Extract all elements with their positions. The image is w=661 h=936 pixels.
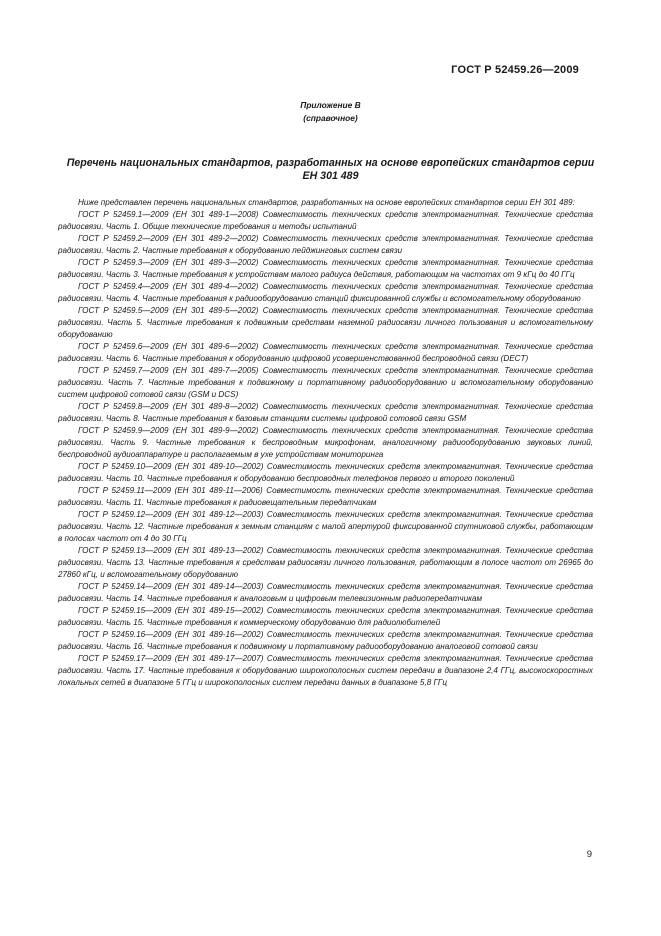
standard-entry: ГОСТ Р 52459.17—2009 (ЕН 301 489-17—2007) Совместимость технических средств электромагнитная. Технические средства радиосвязи. Часть 17. Частные требования к оборудованию широкополосных систем передачи в диапазоне 2,4 ГГц, высокоскоростных локальных сетей в диапазоне 5 ГГц и широкополосных систем передачи данных в диапазоне 5,8 ГГц <box>58 654 593 687</box>
standard-entry: ГОСТ Р 52459.14—2009 (ЕН 301 489-14—2003) Совместимость технических средств электромагнитная. Технические средства радиосвязи. Часть 14. Частные требования к аналоговым и цифровым телевизионным радиопередатчикам <box>58 582 593 603</box>
standard-entry: ГОСТ Р 52459.3—2009 (ЕН 301 489-3—2002) Совместимость технических средств электромагнитная. Технические средства радиосвязи. Часть 3. Частные требования к устройствам малого радиуса действия, работающим на частотах от 9 кГц до 40 ГГц <box>58 258 593 279</box>
standard-entry: ГОСТ Р 52459.13—2009 (ЕН 301 489-13—2002) Совместимость технических средств электромагнитная. Технические средства радиосвязи. Часть 13. Частные требования к средствам радиосвязи личного пользования, работающим в полосе частот от 26965 до 27860 кГц, и вспомогательному оборудованию <box>58 546 593 579</box>
standard-entry: ГОСТ Р 52459.5—2009 (ЕН 301 489-5—2002) Совместимость технических средств электромагнитная. Технические средства радиосвязи. Часть 5. Частные требования к подвижным средствам наземной радиосвязи личного пользования и вспомогательному оборудованию <box>58 306 593 339</box>
annex-type: (справочное) <box>303 113 358 123</box>
standard-entry: ГОСТ Р 52459.16—2009 (ЕН 301 489-16—2002) Совместимость технических средств электромагнитная. Технические средства радиосвязи. Часть 16. Частные требования к подвижному и портативному радиооборудованию аналоговой сотовой связи <box>58 630 593 651</box>
standard-entry: ГОСТ Р 52459.7—2009 (ЕН 301 489-7—2005) Совместимость технических средств электромагнитная. Технические средства радиосвязи. Часть 7. Частные требования к подвижному и портативному радиооборудованию и вспомогательному оборудованию систем цифровой сотовой связи (GSM и DCS) <box>58 366 593 399</box>
standard-entry: ГОСТ Р 52459.11—2009 (ЕН 301 489-11—2006) Совместимость технических средств электромагнитная. Технические средства радиосвязи. Часть 11. Частные требования к радиовещательным передатчикам <box>58 486 593 507</box>
page-number: 9 <box>586 849 592 860</box>
standard-entry: ГОСТ Р 52459.1—2009 (ЕН 301 489-1—2008) Совместимость технических средств электромагнитная. Технические средства радиосвязи. Часть 1. Общие технические требования и методы испытаний <box>58 210 593 231</box>
standard-entry: ГОСТ Р 52459.8—2009 (ЕН 301 489-8—2002) Совместимость технических средств электромагнитная. Технические средства радиосвязи. Часть 8. Частные требования к базовым станциям системы цифровой сотовой связи GSM <box>58 402 593 423</box>
standard-entry: ГОСТ Р 52459.10—2009 (ЕН 301 489-10—2002) Совместимость технических средств электромагнитная. Технические средства радиосвязи. Часть 10. Частные требования к оборудованию беспроводных телефонов первого и второго поколений <box>58 462 593 483</box>
standards-list <box>58 197 593 689</box>
standard-entry: ГОСТ Р 52459.15—2009 (ЕН 301 489-15—2002) Совместимость технических средств электромагнитная. Технические средства радиосвязи. Часть 15. Частные требования к коммерческому оборудованию для радиолюбителей <box>58 606 593 627</box>
section-title: Перечень национальных стандартов, разработанных на основе европейских стандартов серии ЕН 301 489 <box>66 157 595 182</box>
document-code-header: ГОСТ Р 52459.26—2009 <box>451 64 579 76</box>
intro-paragraph: Ниже представлен перечень национальных стандартов, разработанных на основе европейских стандартов серии ЕН 301 489: <box>78 198 575 207</box>
standard-entry: ГОСТ Р 52459.2—2009 (ЕН 301 489-2—2002) Совместимость технических средств электромагнитная. Технические средства радиосвязи. Часть 2. Частные требования к оборудованию пейджинговых систем связи <box>58 234 593 255</box>
standard-entry: ГОСТ Р 52459.9—2009 (ЕН 301 489-9—2002) Совместимость технических средств электромагнитная. Технические средства радиосвязи. Часть 9. Частные требования к беспроводным микрофонам, аналогичному радиооборудованию звуковых линий, беспроводной аудиоаппаратуре и располагаемым в ухе устройствам мониторинга <box>58 426 593 459</box>
annex-title: Приложение В <box>300 100 361 110</box>
standard-entry: ГОСТ Р 52459.6—2009 (ЕН 301 489-6—2002) Совместимость технических средств электромагнитная. Технические средства радиосвязи. Часть 6. Частные требования к оборудованию цифровой усовершенствованной беспроводной связи (DECT) <box>58 342 593 363</box>
standard-entry: ГОСТ Р 52459.4—2009 (ЕН 301 489-4—2002) Совместимость технических средств электромагнитная. Технические средства радиосвязи. Часть 4. Частные требования к радиооборудованию станций фиксированной службы и вспомогательному оборудованию <box>58 282 593 303</box>
standard-entry: ГОСТ Р 52459.12—2009 (ЕН 301 489-12—2003) Совместимость технических средств электромагнитная. Технические средства радиосвязи. Часть 12. Частные требования к земным станциям с малой апертурой фиксированной спутниковой службы, работающим в полосах частот от 4 до 30 ГГц <box>58 510 593 543</box>
